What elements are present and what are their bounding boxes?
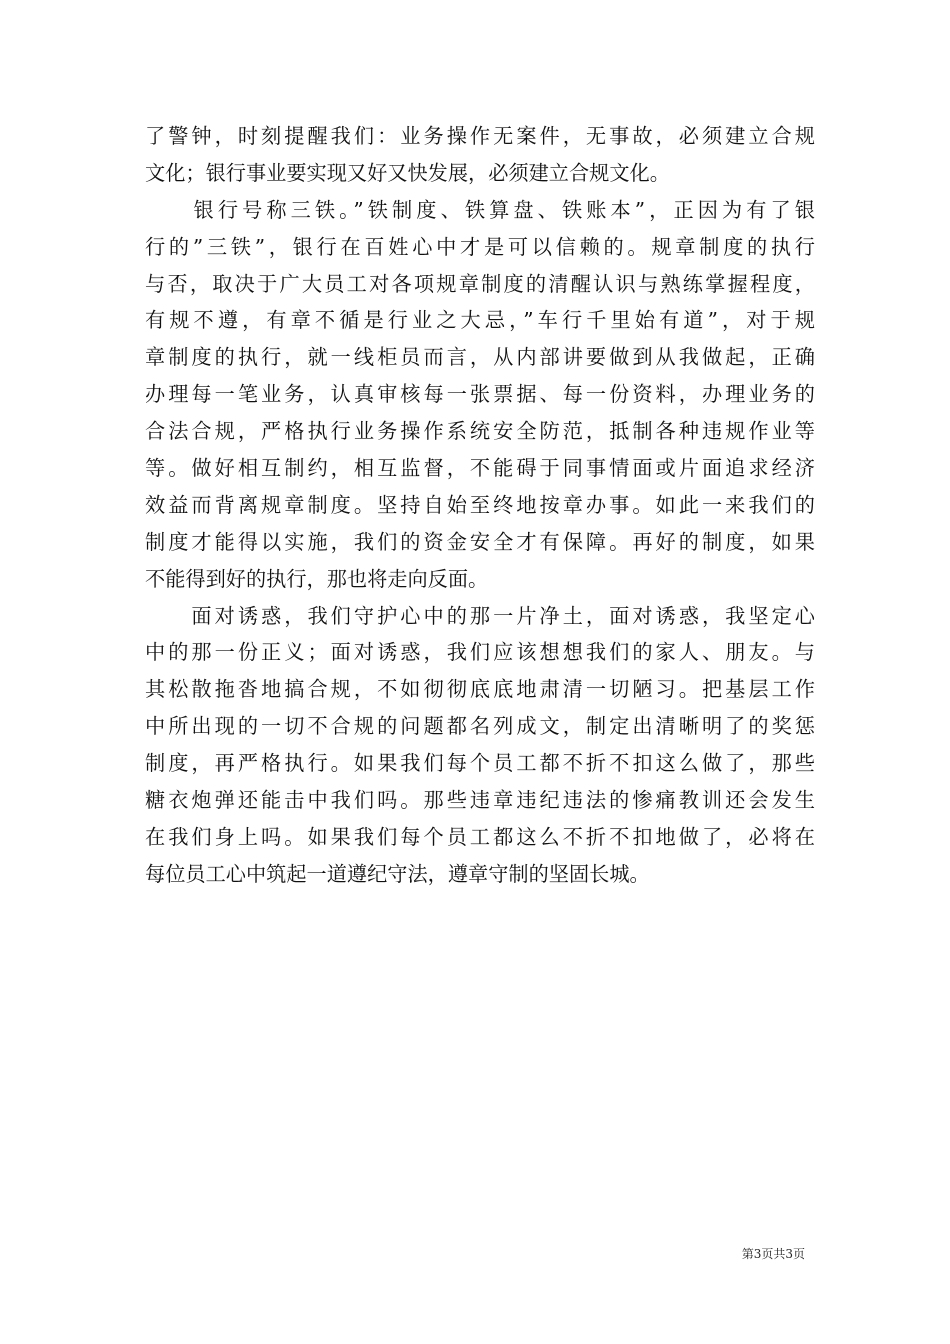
text-line: 中的那一份正义；面对诱惑，我们应该想想我们的家人、朋友。与: [145, 640, 815, 665]
text-line: 章制度的执行，就一线柜员而言，从内部讲要做到从我做起，正确: [145, 345, 815, 370]
paragraph-1: [145, 118, 815, 192]
text-line: 制度才能得以实施，我们的资金安全才有保障。再好的制度，如果: [145, 529, 815, 554]
text-line: 效益而背离规章制度。坚持自始至终地按章办事。如此一来我们的: [145, 492, 815, 517]
text-line: 有规不遵，有章不循是行业之大忌，”车行千里始有道”，对于规: [145, 308, 815, 333]
text-line: 与否，取决于广大员工对各项规章制度的清醒认识与熟练掌握程度，: [145, 271, 815, 296]
text-line: 银行号称三铁。”铁制度、铁算盘、铁账本”，正因为有了银: [145, 197, 815, 222]
text-line: 制度，再严格执行。如果我们每个员工都不折不扣这么做了，那些: [145, 751, 815, 776]
text-line: 不能得到好的执行，那也将走向反面。: [145, 566, 489, 591]
paragraph-3: [145, 598, 815, 893]
text-line: 了警钟，时刻提醒我们：业务操作无案件，无事故，必须建立合规: [145, 124, 815, 148]
text-line: 糖衣炮弹还能击中我们吗。那些违章违纪违法的惨痛教训还会发生: [145, 788, 815, 813]
text-line: 其松散拖沓地搞合规，不如彻彻底底地肃清一切陋习。把基层工作: [145, 677, 815, 702]
text-line: 中所出现的一切不合规的问题都名列成文，制定出清晰明了的奖惩: [145, 714, 815, 739]
text-line: 等。做好相互制约，相互监督，不能碍于同事情面或片面追求经济: [145, 456, 815, 481]
page-number-footer: 第3页共3页: [741, 1247, 805, 1261]
text-line: 办理每一笔业务，认真审核每一张票据、每一份资料，办理业务的: [145, 382, 815, 407]
text-line: 面对诱惑，我们守护心中的那一片净土，面对诱惑，我坚定心: [145, 603, 815, 628]
text-line: 每位员工心中筑起一道遵纪守法，遵章守制的坚固长城。: [145, 861, 650, 886]
text-line: 在我们身上吗。如果我们每个员工都这么不折不扣地做了，必将在: [145, 824, 815, 849]
text-line: 文化；银行事业要实现又好又快发展，必须建立合规文化。: [145, 160, 670, 185]
document-body: [145, 118, 815, 893]
text-line: 行的”三铁”，银行在百姓心中才是可以信赖的。规章制度的执行: [145, 234, 815, 259]
paragraph-2: [145, 192, 815, 598]
text-line: 合法合规，严格执行业务操作系统安全防范，抵制各种违规作业等: [145, 419, 815, 444]
